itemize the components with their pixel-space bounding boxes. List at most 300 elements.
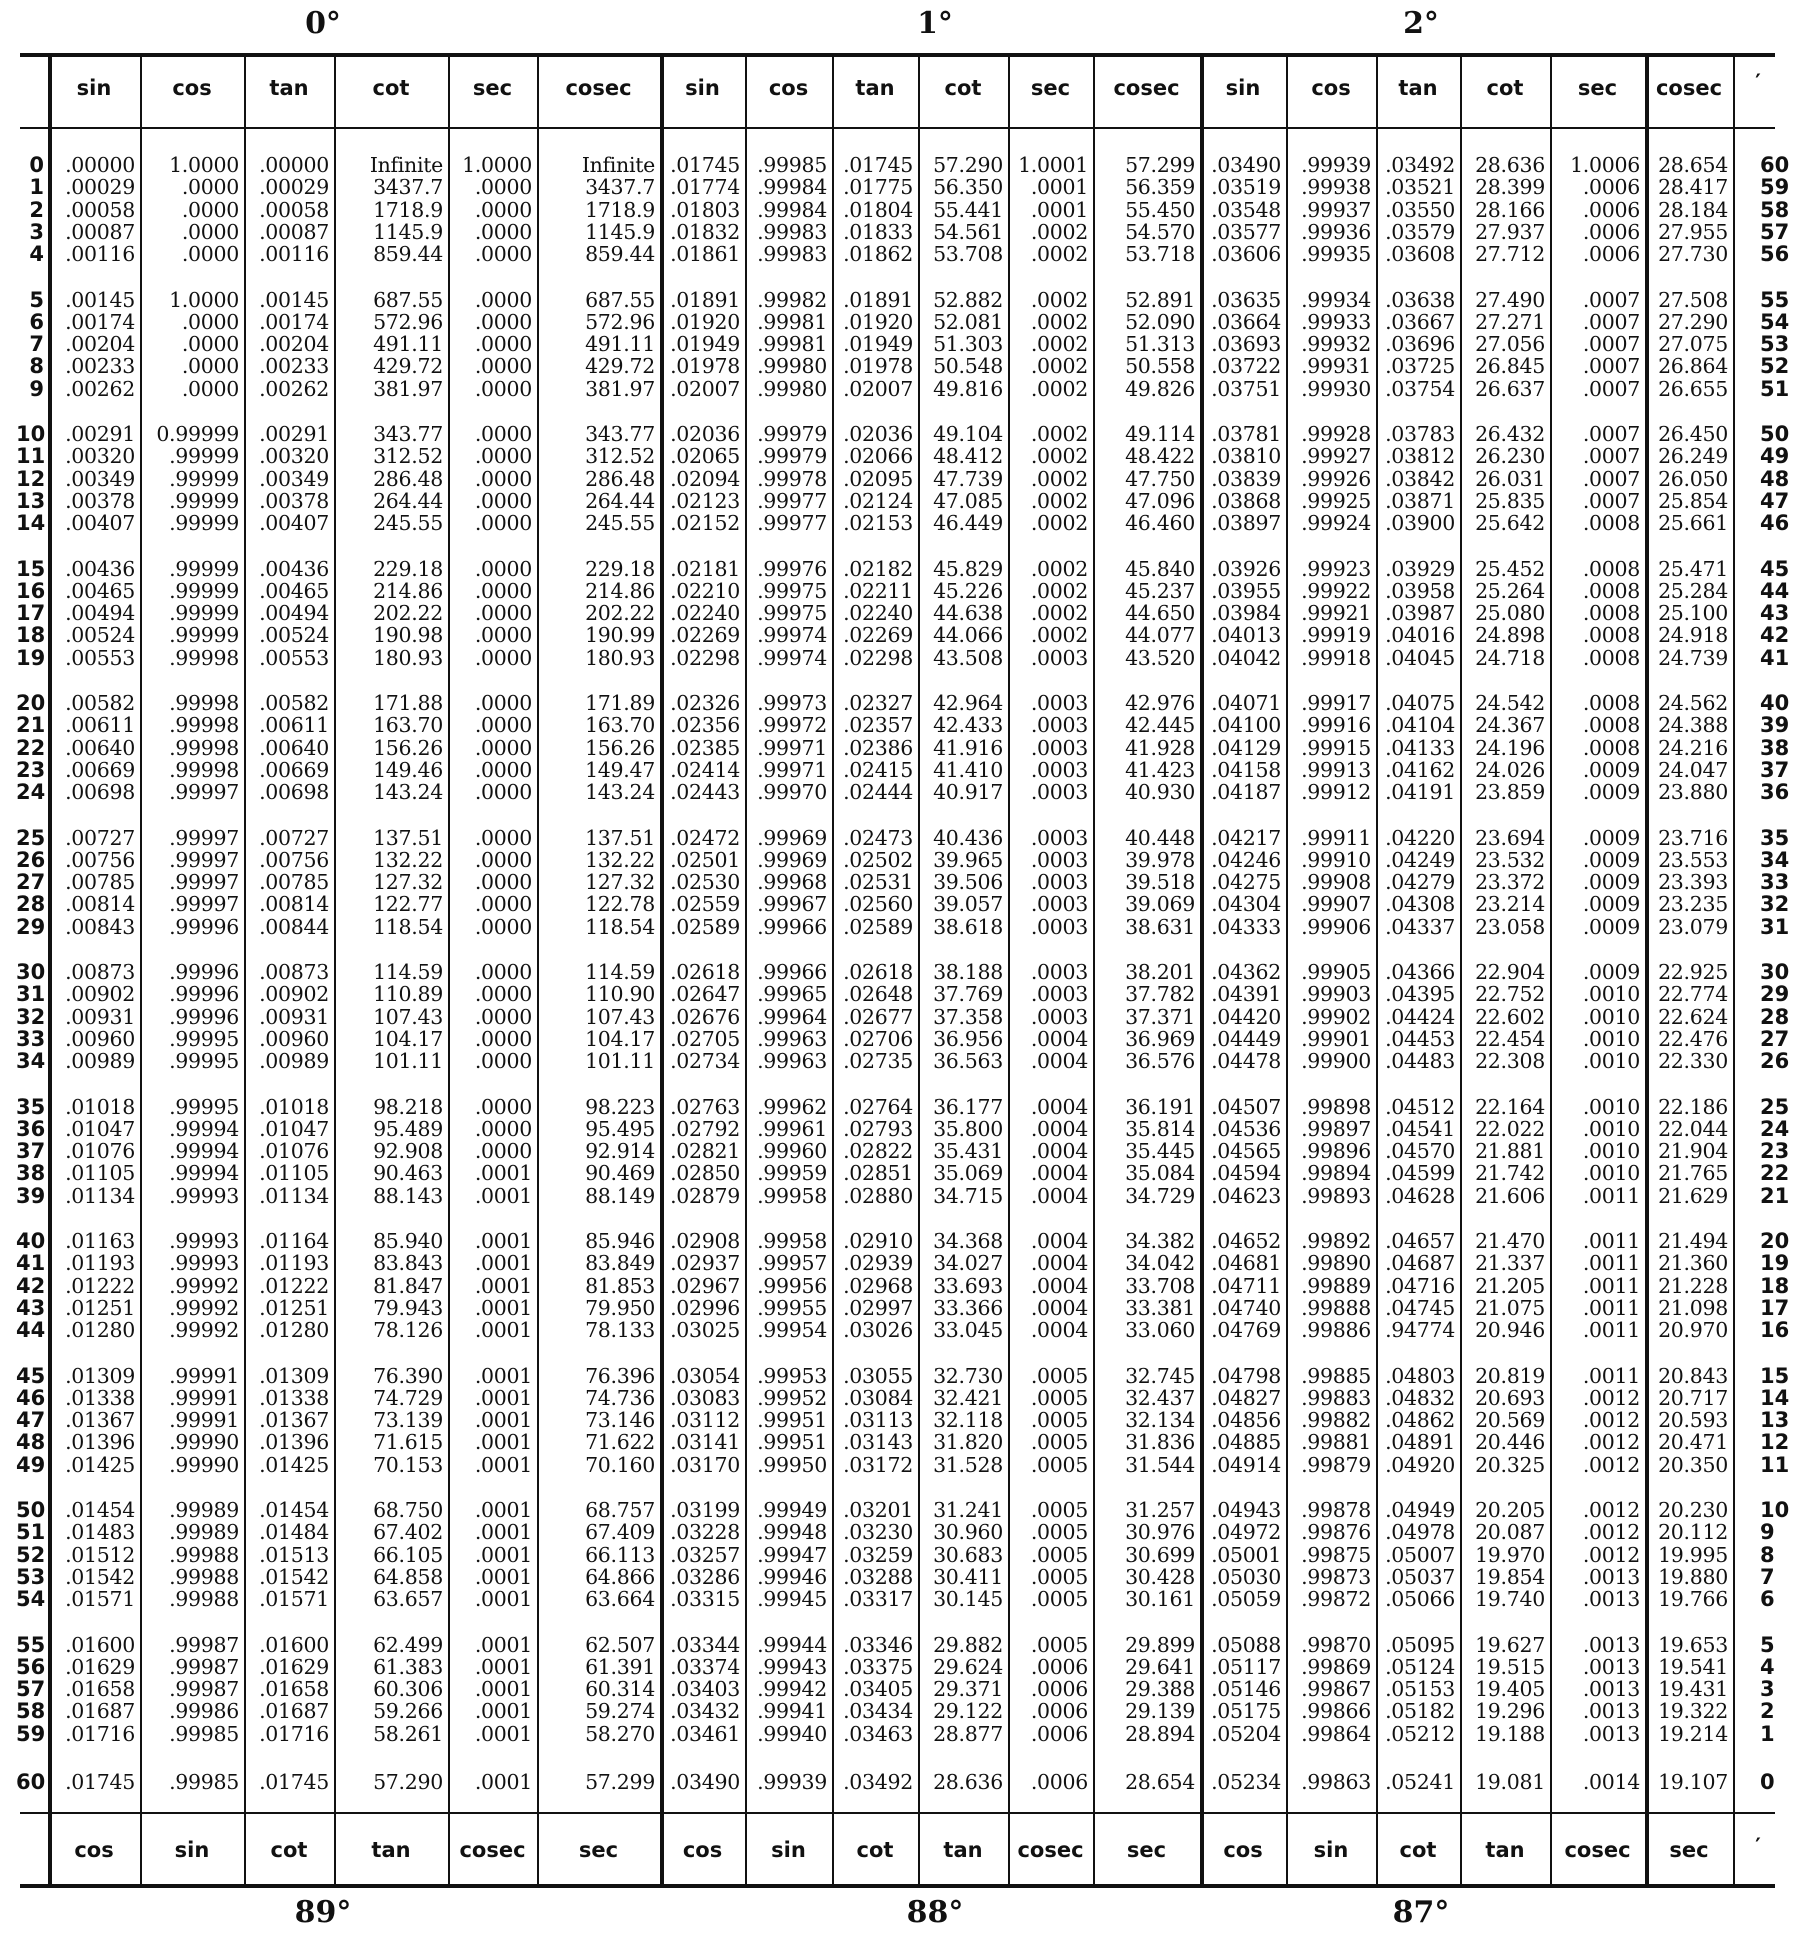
minute-label-left: 50 [16, 1498, 46, 1522]
minute-label-left: 51 [16, 1520, 46, 1544]
table-cell-sec: .0000 [474, 1005, 532, 1029]
table-cell-cos: .99967 [757, 892, 827, 916]
table-cell-tan: .02968 [843, 1274, 913, 1298]
table-cell-cot: 85.940 [373, 1229, 443, 1253]
table-cell-sin: .03461 [670, 1722, 740, 1746]
table-cell-sin: .01978 [670, 354, 740, 378]
table-cell-sin: .03286 [670, 1565, 740, 1589]
table-cell-tan: .03201 [843, 1498, 913, 1522]
table-cell-sin: .01861 [670, 242, 740, 266]
table-cell-cos: .99900 [1301, 1049, 1371, 1073]
table-cell-tan: .02357 [843, 713, 913, 737]
table-cell-sec: .0006 [1030, 1655, 1088, 1679]
minute-label-left: 34 [16, 1049, 46, 1073]
table-cell-cot: 3437.7 [373, 175, 443, 199]
table-cell-tan: .03725 [1385, 354, 1455, 378]
table-cell-cos: .0000 [181, 220, 239, 244]
table-cell-tan: .00407 [259, 511, 329, 535]
minute-label-left: 37 [16, 1139, 46, 1163]
table-cell-sec: .0000 [474, 691, 532, 715]
table-cell-cot: 286.48 [373, 467, 443, 491]
table-cell-sin: .02996 [670, 1296, 740, 1320]
minute-label-left: 0 [29, 153, 44, 177]
table-cell-cot: 687.55 [373, 288, 443, 312]
table-cell-tan: .01804 [843, 198, 913, 222]
table-cell-cos: .99976 [757, 557, 827, 581]
table-cell-sin: .03054 [670, 1364, 740, 1388]
table-cell-cot: 19.740 [1475, 1587, 1545, 1611]
table-cell-cosec: 95.495 [585, 1117, 655, 1141]
table-cell-cos: .99960 [757, 1139, 827, 1163]
table-cell-sec: .0008 [1582, 691, 1640, 715]
table-cell-cot: 20.087 [1475, 1520, 1545, 1544]
table-cell-cos: .99923 [1301, 557, 1371, 581]
table-cell-sec: .0006 [1030, 1722, 1088, 1746]
minute-label-right: 34 [1760, 848, 1790, 872]
table-cell-cot: 32.118 [933, 1408, 1003, 1432]
table-cell-sec: .0003 [1030, 826, 1088, 850]
table-cell-sec: .0001 [474, 1184, 532, 1208]
table-cell-sin: .04420 [1211, 1005, 1281, 1029]
table-cell-tan: .03288 [843, 1565, 913, 1589]
table-cell-cos: .99991 [169, 1364, 239, 1388]
table-cell-sec: .0013 [1582, 1722, 1640, 1746]
table-cell-sin: .04275 [1211, 870, 1281, 894]
table-cell-cos: .99993 [169, 1184, 239, 1208]
table-cell-cot: 27.712 [1475, 242, 1545, 266]
minute-label-right: 26 [1760, 1049, 1790, 1073]
table-cell-cosec: 101.11 [585, 1049, 655, 1073]
table-cell-tan: .01484 [259, 1520, 329, 1544]
minute-label-right: 50 [1760, 422, 1790, 446]
table-cell-tan: .00349 [259, 467, 329, 491]
table-cell-cosec: 25.661 [1658, 511, 1728, 535]
table-cell-cosec: 27.955 [1658, 220, 1728, 244]
table-cell-cos: .99980 [757, 377, 827, 401]
minute-label-right: 25 [1760, 1095, 1790, 1119]
table-cell-sin: .01803 [670, 198, 740, 222]
table-cell-sin: .02094 [670, 467, 740, 491]
table-cell-tan: .04862 [1385, 1408, 1455, 1432]
table-cell-tan: .00116 [259, 242, 329, 266]
table-cell-cosec: 66.113 [585, 1543, 655, 1567]
table-cell-sec: .0001 [474, 1296, 532, 1320]
column-footer-sec: sec [1126, 1838, 1167, 1862]
table-cell-sin: .03112 [670, 1408, 740, 1432]
table-cell-sin: .03490 [1211, 153, 1281, 177]
table-cell-cot: 143.24 [373, 780, 443, 804]
table-cell-cos: .99997 [169, 892, 239, 916]
table-cell-cos: .99883 [1301, 1386, 1371, 1410]
table-cell-cosec: 52.891 [1125, 288, 1195, 312]
table-cell-cot: 60.306 [373, 1677, 443, 1701]
table-cell-cot: 22.752 [1475, 982, 1545, 1006]
table-cell-cos: .99879 [1301, 1453, 1371, 1477]
column-footer-tan: tan [371, 1838, 411, 1862]
minute-label-left: 47 [16, 1408, 46, 1432]
minute-label-right: 6 [1760, 1587, 1775, 1611]
minute-label-left: 52 [16, 1543, 46, 1567]
table-cell-sec: .0012 [1582, 1498, 1640, 1522]
table-cell-sin: .02967 [670, 1274, 740, 1298]
minute-label-left: 55 [16, 1633, 46, 1657]
table-cell-tan: .02124 [843, 489, 913, 513]
table-cell-sec: .0000 [474, 758, 532, 782]
table-cell-sec: .0000 [474, 1027, 532, 1051]
table-cell-cosec: 46.460 [1125, 511, 1195, 535]
table-cell-cos: .99867 [1301, 1677, 1371, 1701]
table-cell-sec: .0001 [474, 1655, 532, 1679]
minute-label-left: 8 [29, 354, 44, 378]
table-cell-cos: .99912 [1301, 780, 1371, 804]
table-cell-tan: .04045 [1385, 646, 1455, 670]
minute-label-left: 1 [29, 175, 44, 199]
table-cell-sec: .0000 [474, 623, 532, 647]
table-cell-tan: .02793 [843, 1117, 913, 1141]
table-cell-cos: .99917 [1301, 691, 1371, 715]
table-cell-sin: .00669 [65, 758, 135, 782]
table-cell-cot: 23.214 [1475, 892, 1545, 916]
minute-label-right: 58 [1760, 198, 1790, 222]
table-cell-cosec: 22.624 [1658, 1005, 1728, 1029]
table-cell-sin: .04333 [1211, 915, 1281, 939]
table-cell-tan: .02851 [843, 1161, 913, 1185]
table-cell-sin: .03403 [670, 1677, 740, 1701]
table-cell-sin: .01222 [65, 1274, 135, 1298]
table-cell-sin: .01949 [670, 332, 740, 356]
table-cell-cot: 23.532 [1475, 848, 1545, 872]
table-cell-tan: .04162 [1385, 758, 1455, 782]
table-cell-tan: .02036 [843, 422, 913, 446]
table-cell-cot: 1718.9 [373, 198, 443, 222]
table-cell-cos: .99946 [757, 1565, 827, 1589]
table-cell-cos: .99889 [1301, 1274, 1371, 1298]
table-cell-sin: .02269 [670, 623, 740, 647]
table-cell-tan: .01222 [259, 1274, 329, 1298]
table-cell-cot: 54.561 [933, 220, 1003, 244]
table-cell-sec: .0013 [1582, 1565, 1640, 1589]
table-cell-cot: 81.847 [373, 1274, 443, 1298]
table-cell-cosec: 26.249 [1658, 444, 1728, 468]
column-header-sec: sec [1030, 76, 1071, 100]
table-cell-tan: .04308 [1385, 892, 1455, 916]
table-cell-tan: .00931 [259, 1005, 329, 1029]
table-cell-cot: 23.859 [1475, 780, 1545, 804]
table-cell-cot: 21.337 [1475, 1251, 1545, 1275]
minute-label-right: 24 [1760, 1117, 1790, 1141]
column-header-cos: cos [768, 76, 809, 100]
table-cell-sec: .0006 [1030, 1677, 1088, 1701]
table-cell-cot: 572.96 [373, 310, 443, 334]
table-cell-cosec: 26.864 [1658, 354, 1728, 378]
table-cell-cos: .99975 [757, 601, 827, 625]
table-cell-tan: .03783 [1385, 422, 1455, 446]
table-cell-tan: .02066 [843, 444, 913, 468]
table-cell-tan: .03842 [1385, 467, 1455, 491]
table-cell-sin: .00349 [65, 467, 135, 491]
table-cell-cot: 19.970 [1475, 1543, 1545, 1567]
table-cell-sin: .05088 [1211, 1633, 1281, 1657]
table-cell-sin: .03984 [1211, 601, 1281, 625]
table-cell-cosec: 118.54 [585, 915, 655, 939]
table-cell-sec: .0000 [474, 175, 532, 199]
minute-label-right: 2 [1760, 1699, 1775, 1723]
table-cell-tan: .05212 [1385, 1722, 1455, 1746]
table-cell-sec: .0004 [1030, 1117, 1088, 1141]
table-cell-sec: .0005 [1030, 1453, 1088, 1477]
table-cell-sin: .02181 [670, 557, 740, 581]
table-cell-sec: .0010 [1582, 1161, 1640, 1185]
table-cell-cosec: 50.558 [1125, 354, 1195, 378]
table-cell-cot: 229.18 [373, 557, 443, 581]
table-cell-cot: 57.290 [373, 1770, 443, 1794]
table-cell-tan: .00553 [259, 646, 329, 670]
table-cell-sin: .02530 [670, 870, 740, 894]
table-cell-sec: .0003 [1030, 1005, 1088, 1029]
table-cell-cosec: 56.359 [1125, 175, 1195, 199]
table-cell-cot: 39.965 [933, 848, 1003, 872]
table-cell-cos: .99905 [1301, 960, 1371, 984]
table-cell-cosec: 29.388 [1125, 1677, 1195, 1701]
table-cell-sec: .0001 [474, 1251, 532, 1275]
table-cell-cos: .99982 [757, 288, 827, 312]
table-cell-sec: .0012 [1582, 1520, 1640, 1544]
table-cell-cot: 37.769 [933, 982, 1003, 1006]
table-cell-tan: .03172 [843, 1453, 913, 1477]
table-cell-cosec: 21.360 [1658, 1251, 1728, 1275]
table-cell-cos: .99996 [169, 982, 239, 1006]
table-cell-sec: .0013 [1582, 1633, 1640, 1657]
table-cell-cosec: 63.664 [585, 1587, 655, 1611]
table-cell-tan: .02997 [843, 1296, 913, 1320]
table-cell-sec: .0009 [1582, 960, 1640, 984]
table-cell-cosec: 32.745 [1125, 1364, 1195, 1388]
table-cell-tan: .03900 [1385, 511, 1455, 535]
table-cell-sec: .0012 [1582, 1386, 1640, 1410]
table-cell-cos: .99992 [169, 1318, 239, 1342]
minute-label-right: 40 [1760, 691, 1790, 715]
table-cell-sec: .0005 [1030, 1408, 1088, 1432]
column-header-cosec: cosec [1655, 76, 1723, 100]
table-cell-sec: .0000 [474, 915, 532, 939]
table-cell-cot: 180.93 [373, 646, 443, 670]
table-cell-cosec: 92.914 [585, 1139, 655, 1163]
minute-label-right: 54 [1760, 310, 1790, 334]
table-cell-cos: .99987 [169, 1633, 239, 1657]
table-cell-cosec: 27.075 [1658, 332, 1728, 356]
table-cell-cot: 74.729 [373, 1386, 443, 1410]
minute-label-left: 19 [16, 646, 46, 670]
table-cell-sec: .0008 [1582, 736, 1640, 760]
table-cell-sin: .00698 [65, 780, 135, 804]
table-cell-tan: .01833 [843, 220, 913, 244]
table-cell-cos: .99999 [169, 511, 239, 535]
table-cell-sin: .04769 [1211, 1318, 1281, 1342]
minute-label-left: 33 [16, 1027, 46, 1051]
table-cell-cosec: 71.622 [585, 1430, 655, 1454]
minute-label-right: 47 [1760, 489, 1790, 513]
table-cell-cot: 20.325 [1475, 1453, 1545, 1477]
table-cell-cot: 95.489 [373, 1117, 443, 1141]
minute-label-left: 40 [16, 1229, 46, 1253]
table-cell-sin: .04594 [1211, 1161, 1281, 1185]
table-cell-cot: 28.399 [1475, 175, 1545, 199]
minute-label-right: 48 [1760, 467, 1790, 491]
table-cell-tan: .05182 [1385, 1699, 1455, 1723]
table-cell-cot: 43.508 [933, 646, 1003, 670]
table-cell-sec: .0009 [1582, 826, 1640, 850]
table-cell-sin: .00145 [65, 288, 135, 312]
table-cell-cos: .99951 [757, 1408, 827, 1432]
minute-label-right: 35 [1760, 826, 1790, 850]
table-cell-cos: .99913 [1301, 758, 1371, 782]
table-cell-tan: .00756 [259, 848, 329, 872]
table-cell-cot: 28.636 [1475, 153, 1545, 177]
table-cell-sin: .01163 [65, 1229, 135, 1253]
minute-label-left: 38 [16, 1161, 46, 1185]
table-cell-cosec: 57.299 [1125, 153, 1195, 177]
table-cell-cot: 36.956 [933, 1027, 1003, 1051]
column-footer-cos: cos [74, 1838, 114, 1862]
table-cell-sin: .04798 [1211, 1364, 1281, 1388]
table-cell-sin: .05204 [1211, 1722, 1281, 1746]
table-cell-cos: .99995 [169, 1027, 239, 1051]
table-cell-cot: 40.917 [933, 780, 1003, 804]
table-cell-tan: .00000 [259, 153, 329, 177]
table-cell-cosec: 22.186 [1658, 1095, 1728, 1119]
table-cell-cos: .99864 [1301, 1722, 1371, 1746]
table-cell-cos: .99990 [169, 1453, 239, 1477]
table-cell-cos: .0000 [181, 242, 239, 266]
minute-label-left: 11 [16, 444, 46, 468]
table-cell-sec: .0002 [1030, 511, 1088, 535]
minute-label-right: 57 [1760, 220, 1790, 244]
table-cell-tan: .04891 [1385, 1430, 1455, 1454]
table-cell-cosec: 45.840 [1125, 557, 1195, 581]
table-cell-cosec: 343.77 [585, 422, 655, 446]
table-cell-cos: .99902 [1301, 1005, 1371, 1029]
table-cell-sec: .0010 [1582, 1049, 1640, 1073]
table-cell-sin: .01105 [65, 1161, 135, 1185]
table-cell-cot: 26.845 [1475, 354, 1545, 378]
table-cell-tan: .05007 [1385, 1543, 1455, 1567]
table-cell-tan: .01425 [259, 1453, 329, 1477]
table-cell-sec: .0000 [474, 1095, 532, 1119]
table-cell-cos: .99994 [169, 1139, 239, 1163]
table-cell-cot: 27.937 [1475, 220, 1545, 244]
table-cell-sin: .01047 [65, 1117, 135, 1141]
table-cell-cosec: 25.100 [1658, 601, 1728, 625]
table-cell-cot: 56.350 [933, 175, 1003, 199]
table-cell-sin: .03693 [1211, 332, 1281, 356]
table-cell-sec: .0000 [474, 557, 532, 581]
table-cell-cot: 37.358 [933, 1005, 1003, 1029]
table-cell-cos: .99981 [757, 310, 827, 334]
table-cell-cosec: 20.717 [1658, 1386, 1728, 1410]
table-cell-sec: .0001 [474, 1274, 532, 1298]
table-cell-cosec: 30.976 [1125, 1520, 1195, 1544]
table-cell-sin: .04100 [1211, 713, 1281, 737]
table-cell-cos: .99989 [169, 1498, 239, 1522]
minute-label-right: 16 [1760, 1318, 1790, 1342]
table-cell-sec: .0008 [1582, 646, 1640, 670]
table-cell-sec: .0000 [474, 960, 532, 984]
table-cell-cosec: 20.112 [1658, 1520, 1728, 1544]
minute-label-left: 17 [16, 601, 46, 625]
table-cell-sin: .04565 [1211, 1139, 1281, 1163]
table-cell-sec: .0000 [474, 870, 532, 894]
table-cell-sin: .03083 [670, 1386, 740, 1410]
table-cell-cos: .99866 [1301, 1699, 1371, 1723]
minute-label-left: 6 [29, 310, 44, 334]
table-cell-cot: 429.72 [373, 354, 443, 378]
table-cell-cos: .99962 [757, 1095, 827, 1119]
column-header-cosec: cosec [1113, 76, 1180, 100]
table-cell-tan: .01716 [259, 1722, 329, 1746]
table-cell-cot: 49.104 [933, 422, 1003, 446]
table-cell-cosec: 35.814 [1125, 1117, 1195, 1141]
table-cell-sin: .00814 [65, 892, 135, 916]
table-cell-cos: .99974 [757, 646, 827, 670]
table-cell-tan: .01629 [259, 1655, 329, 1679]
table-cell-cosec: 79.950 [585, 1296, 655, 1320]
table-cell-cos: .99990 [169, 1430, 239, 1454]
table-cell-sec: .0010 [1582, 982, 1640, 1006]
table-cell-sin: .00640 [65, 736, 135, 760]
minute-label-left: 46 [16, 1386, 46, 1410]
minute-label-left: 43 [16, 1296, 46, 1320]
table-cell-tan: .02386 [843, 736, 913, 760]
table-cell-sec: .0002 [1030, 242, 1088, 266]
minute-label-left: 35 [16, 1095, 46, 1119]
table-cell-sin: .05059 [1211, 1587, 1281, 1611]
table-cell-cot: 23.372 [1475, 870, 1545, 894]
table-cell-cos: .99996 [169, 1005, 239, 1029]
column-header-cot: cot [372, 76, 410, 100]
table-cell-cosec: 64.866 [585, 1565, 655, 1589]
table-cell-sin: .04711 [1211, 1274, 1281, 1298]
table-cell-cosec: 132.22 [585, 848, 655, 872]
table-cell-sin: .00116 [65, 242, 135, 266]
table-cell-cot: 22.164 [1475, 1095, 1545, 1119]
table-cell-sec: .0014 [1582, 1770, 1640, 1794]
table-cell-cot: 22.602 [1475, 1005, 1545, 1029]
table-cell-cosec: 381.97 [585, 377, 655, 401]
table-cell-tan: .00494 [259, 601, 329, 625]
table-cell-sin: .00029 [65, 175, 135, 199]
table-cell-cos: .99989 [169, 1520, 239, 1544]
table-cell-sin: .04856 [1211, 1408, 1281, 1432]
table-cell-sin: .01280 [65, 1318, 135, 1342]
minute-label-right: 45 [1760, 557, 1790, 581]
table-cell-cosec: 214.86 [585, 579, 655, 603]
table-cell-cot: 31.528 [933, 1453, 1003, 1477]
table-cell-tan: .00582 [259, 691, 329, 715]
table-cell-sec: .0006 [1582, 242, 1640, 266]
table-cell-cosec: 44.077 [1125, 623, 1195, 647]
table-cell-cos: .99998 [169, 758, 239, 782]
table-cell-sin: .03926 [1211, 557, 1281, 581]
table-cell-sec: .0001 [474, 1453, 532, 1477]
table-cell-tan: .00902 [259, 982, 329, 1006]
table-cell-sec: .0000 [474, 511, 532, 535]
minute-label-right: 7 [1760, 1565, 1775, 1589]
table-cell-sin: .02472 [670, 826, 740, 850]
table-cell-cos: .99896 [1301, 1139, 1371, 1163]
table-cell-tan: .03958 [1385, 579, 1455, 603]
table-cell-cot: 41.410 [933, 758, 1003, 782]
minute-label-right: 10 [1760, 1498, 1790, 1522]
